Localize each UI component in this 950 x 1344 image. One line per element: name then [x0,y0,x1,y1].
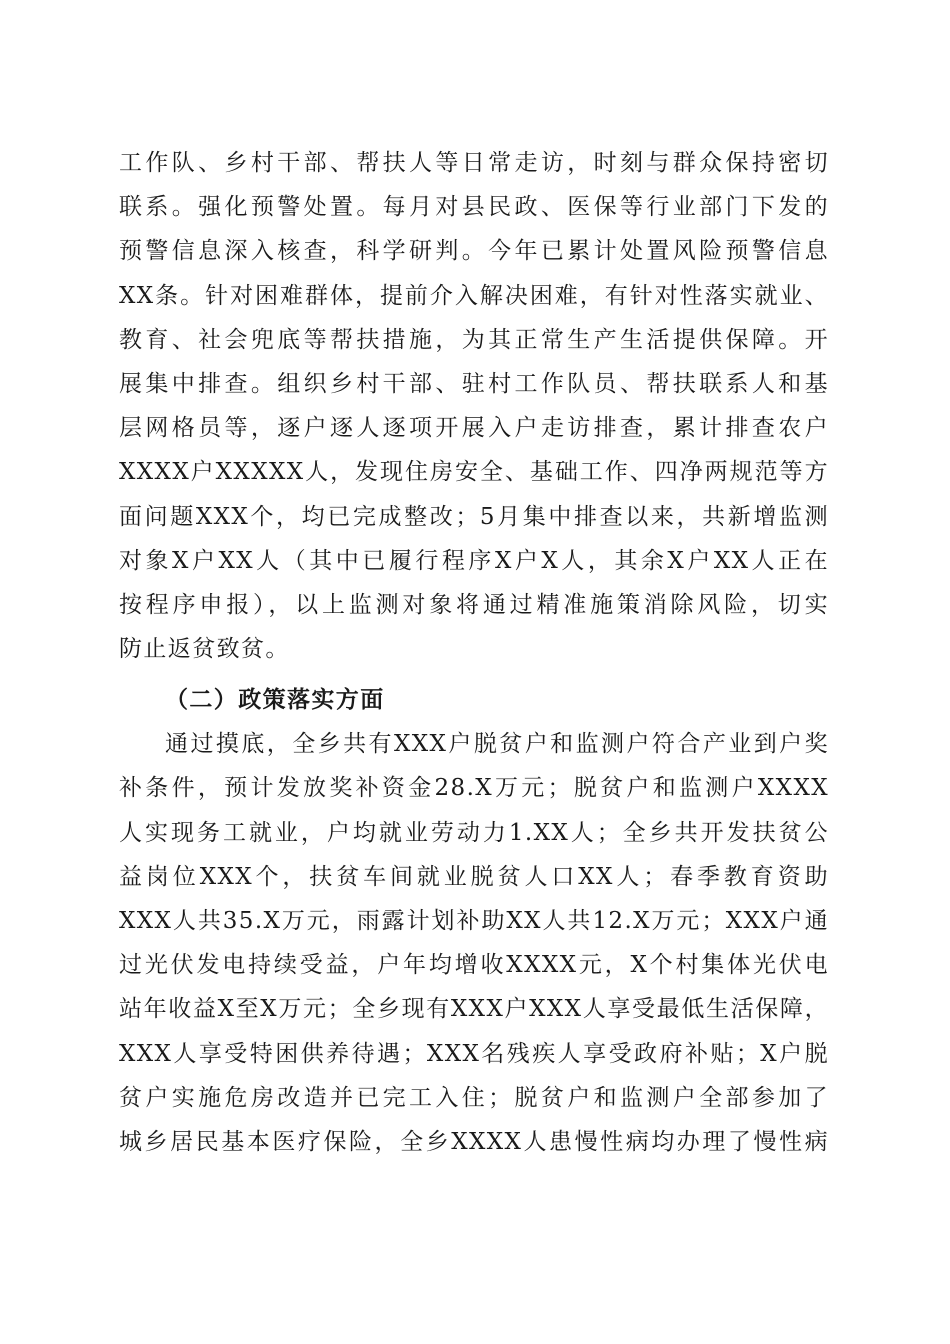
text-line: 层网格员等，逐户逐人逐项开展入户走访排查，累计排查农户 [119,415,829,442]
policy-section [119,678,829,1164]
text-line: XX条。针对困难群体，提前介入解决困难，有针对性落实就业、 [119,282,829,309]
text-line: XXX人共35.X万元，雨露计划补助XX人共12.X万元；XXX户通 [119,907,829,934]
text-line: XXX人享受特困供养待遇；XXX名残疾人享受政府补贴；X户脱 [119,1040,829,1067]
text-line: XXXX户XXXXX人，发现住房安全、基础工作、四净两规范等方 [119,459,829,486]
paragraph-monitoring [119,141,829,671]
section-heading: （二）政策落实方面 [165,686,385,713]
text-line: 人实现务工就业，户均就业劳动力1.XX人；全乡共开发扶贫公 [119,819,829,846]
text-line: 工作队、乡村干部、帮扶人等日常走访，时刻与群众保持密切 [119,150,829,176]
text-line: 城乡居民基本医疗保险，全乡XXXX人患慢性病均办理了慢性病 [119,1128,829,1155]
text-line: 按程序申报），以上监测对象将通过精准施策消除风险，切实 [119,591,829,618]
text-line: 补条件，预计发放奖补资金28.X万元；脱贫户和监测户XXXX [119,775,829,802]
text-line: 展集中排查。组织乡村干部、驻村工作队员、帮扶联系人和基 [119,370,829,397]
text-line: 益岗位XXX个，扶贫车间就业脱贫人口XX人；春季教育资助 [119,863,829,890]
text-line: 过光伏发电持续受益，户年均增收XXXX元，X个村集体光伏电 [119,952,829,979]
text-line: 面问题XXX个，均已完成整改；5月集中排查以来，共新增监测 [119,503,829,530]
text-line: 防止返贫致贫。 [119,636,290,663]
text-line: 通过摸底，全乡共有XXX户脱贫户和监测户符合产业到户奖 [165,731,829,758]
text-line: 对象X户XX人（其中已履行程序X户X人，其余X户XX人正在 [119,547,829,574]
text-line: 预警信息深入核查，科学研判。今年已累计处置风险预警信息 [119,238,829,265]
text-line: 联系。强化预警处置。每月对县民政、医保等行业部门下发的 [119,194,829,221]
text-line: 教育、社会兜底等帮扶措施，为其正常生产生活提供保障。开 [119,326,829,353]
text-line: 贫户实施危房改造并已完工入住；脱贫户和监测户全部参加了 [119,1084,829,1111]
text-line: 站年收益X至X万元；全乡现有XXX户XXX人享受最低生活保障， [119,996,829,1023]
